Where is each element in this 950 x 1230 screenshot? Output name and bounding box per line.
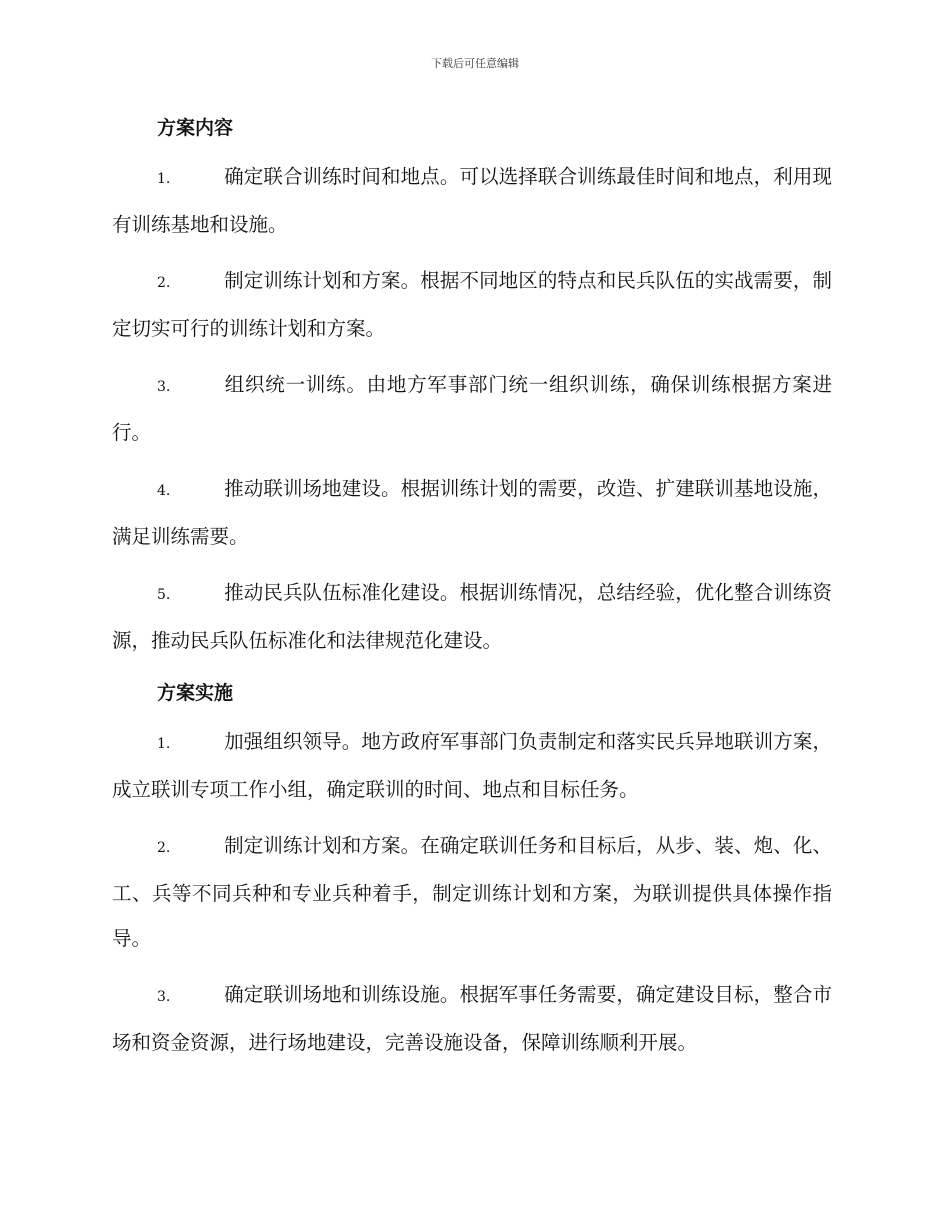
- item-number: 3.: [157, 989, 171, 1005]
- item-number: 2.: [157, 275, 171, 291]
- item-text: 制定训练计划和方案。在确定联训任务和目标后，从步、装、炮、化、工、兵等不同兵种和专业兵种着手，制定训练计划和方案，为联训提供具体操作指导。: [112, 834, 832, 950]
- item-text: 加强组织领导。地方政府军事部门负责制定和落实民兵异地联训方案，成立联训专项工作小组，确定联训的时间、地点和目标任务。: [112, 730, 832, 801]
- section-heading-implementation: 方案实施: [157, 682, 234, 704]
- document-body: [112, 112, 832, 1065]
- item-text: 制定训练计划和方案。根据不同地区的特点和民兵队伍的实战需要，制定切实可行的训练计划和方案。: [112, 269, 832, 340]
- item-text: 推动联训场地建设。根据训练计划的需要，改造、扩建联训基地设施，满足训练需要。: [112, 477, 832, 548]
- item-text: 确定联合训练时间和地点。可以选择联合训练最佳时间和地点，利用现有训练基地和设施。: [112, 165, 832, 236]
- item-number: 1.: [157, 736, 171, 752]
- list-item: [112, 972, 832, 1065]
- item-text: 确定联训场地和训练设施。根据军事任务需要，确定建设目标，整合市场和资金资源，进行场地建设，完善设施设备，保障训练顺利开展。: [112, 983, 832, 1054]
- page-header-note: 下载后可任意编辑: [431, 57, 519, 70]
- item-number: 3.: [157, 379, 171, 395]
- list-item: [112, 362, 832, 455]
- list-item: [112, 258, 832, 351]
- item-number: 4.: [157, 483, 171, 499]
- item-number: 1.: [157, 171, 171, 187]
- list-item: [112, 823, 832, 961]
- list-item: [112, 570, 832, 663]
- list-item: [112, 154, 832, 247]
- list-item: [112, 466, 832, 559]
- list-item: [112, 719, 832, 812]
- item-text: 组织统一训练。由地方军事部门统一组织训练，确保训练根据方案进行。: [112, 373, 832, 444]
- section-heading-content: 方案内容: [157, 117, 234, 139]
- item-number: 5.: [157, 587, 171, 603]
- item-text: 推动民兵队伍标准化建设。根据训练情况，总结经验，优化整合训练资源，推动民兵队伍标准化和法律规范化建设。: [112, 581, 832, 652]
- item-number: 2.: [157, 840, 171, 856]
